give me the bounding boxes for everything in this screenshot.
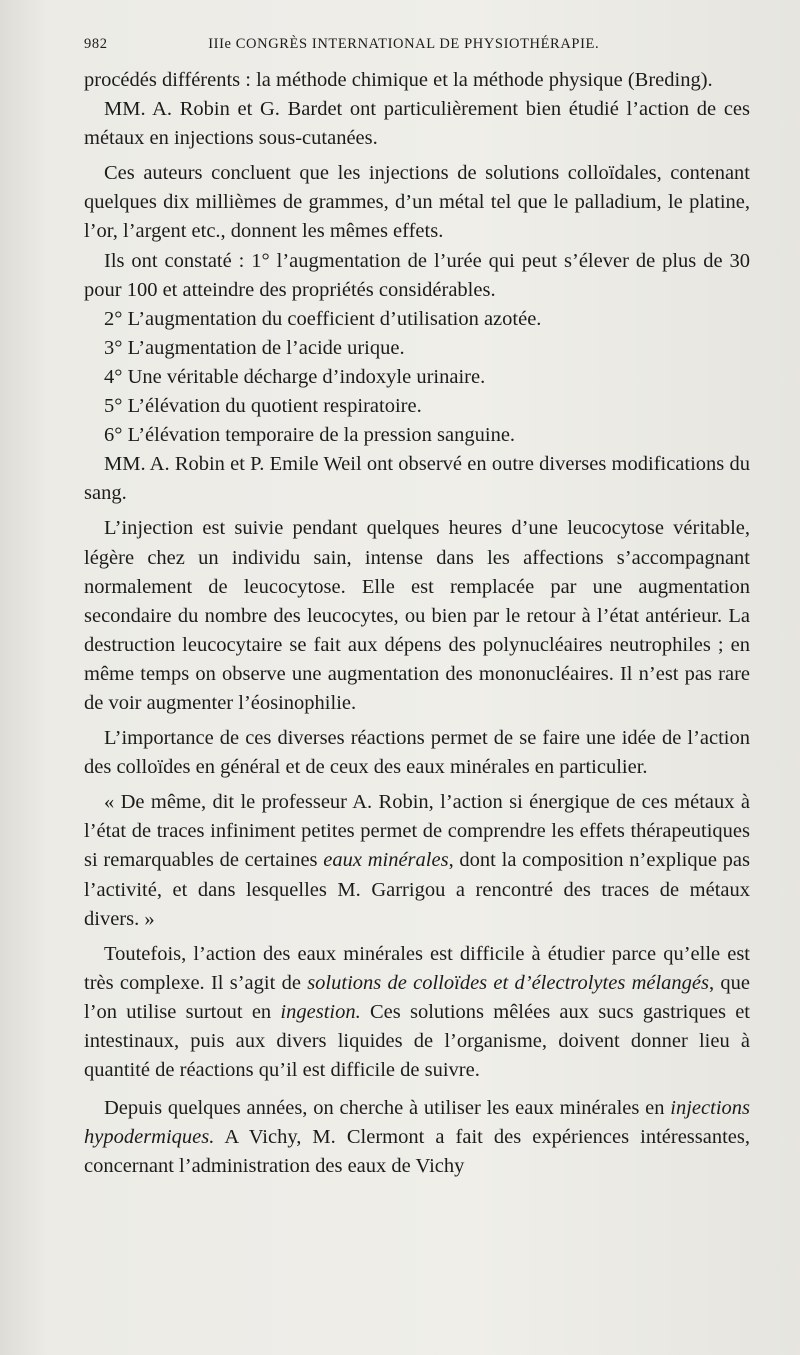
paragraph-conclusion: Ces auteurs concluent que les injections de solutions colloïdales, contenant quelques dix millièmes de grammes, d’un métal tel que le palladium, le platine, l’or, l’argent etc., donnent les mêmes effets. [84, 162, 750, 243]
paragraph-toutefois [84, 940, 750, 1085]
quote-text-1: « De même, dit le professeur A. Robin, l’action si énergique de ces métaux à l’état de traces infiniment petites permet de comprendre les effets thérapeutiques si remarquables de certaines [84, 791, 750, 872]
toutefois-text-3: Ces solutions mêlées aux sucs gastriques et intestinaux, puis aux divers liquides de l’organisme, doivent donner lieu à quantité de réactions qu’il est difficile de suivre. [84, 1000, 750, 1082]
page-number: 982 [84, 36, 108, 52]
toutefois-text-1: Toutefois, l’action des eaux minérales est difficile à étudier parce qu’elle est très complexe. Il s’agit de [84, 942, 750, 994]
paragraph-constate: Ils ont constaté : 1° l’augmentation de l’urée qui peut s’élever de plus de 30 pour 100 et atteindre des propriétés considérables. [84, 249, 750, 301]
quote-text-2: , dont la composition n’explique pas l’activité, et dans lesquelles M. Garrigou a rencontré des traces de métaux divers. » [84, 849, 751, 930]
quote-italic: eaux minérales [323, 849, 449, 872]
toutefois-italic-2: ingestion. [280, 1000, 361, 1023]
paragraph-continuation: procédés différents : la méthode chimique et la méthode physique (Breding). [84, 69, 713, 91]
list-item-3: 3° L’augmentation de l’acide urique. [104, 336, 405, 359]
list-item-5: 5° L’élévation du quotient respiratoire. [104, 395, 422, 418]
depuis-italic-1: injections hypodermiques. [84, 1097, 750, 1149]
list-item-2: 2° L’augmentation du coefficient d’utilisation azotée. [104, 307, 542, 330]
toutefois-italic-1: solutions de colloïdes et d’électrolytes mélangés [307, 971, 709, 994]
list-item-6: 6° L’élévation temporaire de la pression sanguine. [104, 424, 516, 447]
list-item-4: 4° Une véritable décharge d’indoxyle urinaire. [104, 365, 486, 388]
paragraph-leucocytose: L’injection est suivie pendant quelques heures d’une leucocytose véritable, légère chez un individu sain, intense dans les affections s’accompagnant normalement de leucocytose. Elle est remplacée par une augmentation secondaire du nombre des leucocytes, ou bien par le retour à l’état antérieur. La destruction leucocytaire se fait aux dépens des polynucléaires neutrophiles ; en même temps on observe une augmentation des mononucléaires. Il n’est pas rare de voir augmenter l’éosinophilie. [84, 517, 750, 714]
depuis-text-2: A Vichy, M. Clermont a fait des expériences intéressantes, concernant l’administration des eaux de Vichy [84, 1126, 750, 1178]
paragraph-depuis [84, 1094, 750, 1181]
paragraph-importance: L’importance de ces diverses réactions permet de se faire une idée de l’action des colloïdes en général et de ceux des eaux minérales en particulier. [84, 727, 750, 779]
depuis-text-1: Depuis quelques années, on cherche à utiliser les eaux minérales en [104, 1097, 671, 1120]
page-body [84, 66, 750, 1181]
running-header [84, 36, 684, 53]
running-title: IIIe CONGRÈS INTERNATIONAL DE PHYSIOTHÉRAPIE. [208, 36, 600, 52]
paragraph-robin-bardet: MM. A. Robin et G. Bardet ont particulièrement bien étudié l’action de ces métaux en injections sous-cutanées. [84, 98, 750, 150]
paragraph-robin-weil: MM. A. Robin et P. Emile Weil ont observé en outre diverses modifications du sang. [84, 453, 750, 505]
paragraph-quote [84, 788, 750, 933]
toutefois-text-2: , que l’on utilise surtout en [84, 971, 750, 1023]
